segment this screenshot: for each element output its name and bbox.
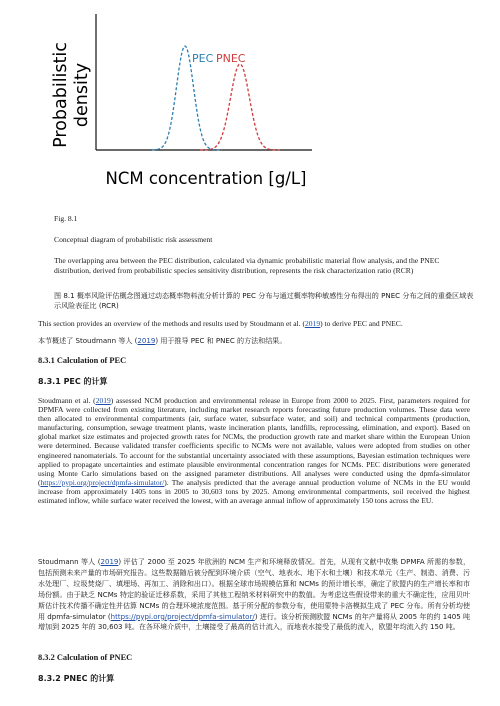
intro-text-zh-end: ) 用于推导 PEC 和 PNEC 的方法和结果。	[155, 336, 287, 345]
dpmfa-simulator-link[interactable]: https://pypi.org/project/dpmfa-simulator/	[40, 477, 165, 487]
pec-text-c: ). The analysis predicted that the average annual production volume of NCMs in the EU would increase from approximately 1405 tons in 2005 to 30,603 tons by 2025. Among environmental compartments, soil received the highest estimated inflow, while surface water received the lowest, with an average annual inflow of approximately 150 tons across the EU.	[38, 477, 470, 506]
intro-text-zh: 本节概述了 Stoudmann 等人 (	[38, 336, 138, 345]
y-axis-label-line2: density	[72, 62, 92, 128]
pec-paragraph	[38, 396, 470, 505]
pec-text-zh-b: ) 评估了 2000 至 2025 年欧洲的 NCM 生产和环境释放情况。首先，从现有文献中收集 DPMFA 所需的参数，包括预测未来产量的市场研究报告。这些数据随后被分配到环境介质（空气、地表水、地下水和土壤）和技术单元（生产、制造、消费、污水处理厂、垃圾焚烧厂、填埋场、再加工、消除和出口）。根据全球市场规模估算和 NCMs 的预计增长率，确定了欧盟内的生产增长率和市场份额。由于缺乏 NCMs 特定的验证迁移系数，采用了其他工程纳米材料研究中的数值。为考虑这些假设带来的重大不确定性，应用贝叶斯估计技术传播不确定性并估算 NCMs 的合理环境浓度范围。基于所分配的参数分布，使用蒙特卡洛模拟生成了 PEC 分布。所有分析均使用 dpmfa-simulator (	[38, 557, 470, 621]
dpmfa-simulator-link-zh[interactable]: https://pypi.org/project/dpmfa-simulator/	[110, 611, 255, 621]
figure-number: Fig. 8.1	[54, 214, 78, 223]
section-heading-8-3-1: 8.3.1 Calculation of PEC	[38, 356, 127, 365]
intro-text: This section provides an overview of the methods and results used by Stoudmann et al. (	[38, 319, 306, 328]
x-axis-label: NCM concentration [g/L]	[105, 169, 307, 188]
pec-text-b: ) assessed NCM production and environmental release in Europe from 2000 to 2025. First, parameters required for DPMFA were collected from existing literature, including market research reports forecasting future production volumes. These data were then allocated to environmental compartments (air, surface water, subsurface water, and soil) and technical compartments (production, manufacturing, consumption, sewage treatment plants, waste incineration plants, landfills, reprocessing, elimination, and export). Based on global market size estimates and projected growth rates for NCMs, the production growth rate and market share within the European Union were determined. Because validated transfer coefficients specific to NCMs were not available, values were adopted from studies on other engineered nanomaterials. To account for the substantial uncertainty associated with these assumptions, Bayesian estimation techniques were applied to propagate uncertainties and estimate plausible environmental concentration ranges for NCMs. PEC distributions were generated using Monte Carlo simulations based on the assigned parameter distributions. All analyses were conducted using the dpmfa-simulator (	[38, 396, 470, 487]
pec-paragraph-zh	[38, 557, 470, 633]
intro-text-end: ) to derive PEC and PNEC.	[320, 319, 403, 328]
density-plot	[40, 0, 340, 200]
figure-title: Conceptual diagram of probabilistic risk assessment	[54, 235, 213, 244]
pec-text-zh-c: ) 进行。该分析预测欧盟 NCMs 的年产量将从 2005 年的约 1405 吨增加到 2025 年的 30,603 吨。在各环境介质中，土壤接受了最高的估计流入，而地表水接受了最低的流入，欧盟年均流入约 150 吨。	[38, 611, 470, 632]
intro-paragraph	[38, 319, 470, 328]
section-heading-8-3-1-zh: 8.3.1 PEC 的计算	[38, 377, 108, 386]
pec-text-a: Stoudmann et al. (	[38, 396, 96, 405]
citation-link[interactable]: 2019	[305, 319, 321, 328]
citation-link-zh[interactable]: 2019	[100, 557, 119, 566]
intro-paragraph-zh	[38, 336, 470, 347]
figure-description: The overlapping area between the PEC distribution, calculated via dynamic probabilistic material flow analysis, and the PNEC distribution, derived from probabilistic species sensitivity distribution, represents the risk characterization ratio (RCR)	[54, 256, 440, 275]
y-axis-label-line1: Probabilistic	[51, 42, 71, 148]
pec-label: PEC	[192, 52, 214, 65]
citation-link-zh[interactable]: 2019	[137, 336, 156, 345]
figure-8-1	[40, 0, 340, 200]
pnec-label: PNEC	[216, 52, 246, 65]
section-heading-8-3-2: 8.3.2 Calculation of PNEC	[38, 653, 133, 662]
pnec-curve	[200, 64, 280, 150]
pec-text-zh-a: Stoudmann 等人 (	[38, 557, 101, 566]
citation-link[interactable]: 2019	[95, 396, 111, 405]
section-heading-8-3-2-zh: 8.3.2 PNEC 的计算	[38, 674, 115, 683]
figure-caption-zh: 图 8.1 概率风险评估概念图通过动态概率物料流分析计算的 PEC 分布与通过概率物种敏感性分布得出的 PNEC 分布之间的重叠区域表示风险表征比 (RCR)	[54, 291, 474, 310]
